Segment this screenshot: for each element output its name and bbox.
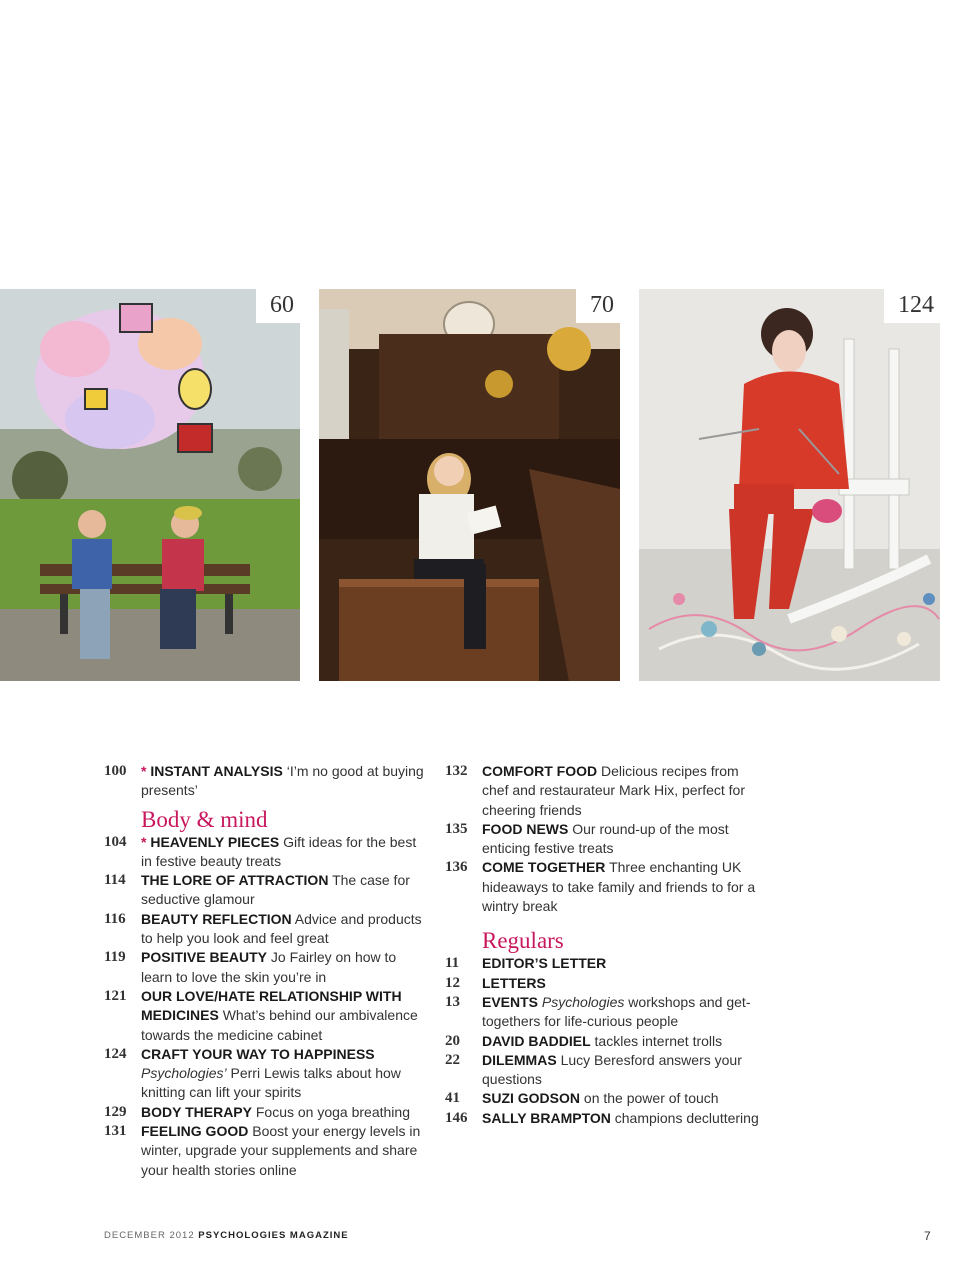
entry-title: THE LORE OF ATTRACTION <box>141 872 329 889</box>
entry-description: champions decluttering <box>614 1109 759 1126</box>
contents-entry[interactable] <box>445 1109 765 1128</box>
contents-entry[interactable] <box>445 993 765 1032</box>
page-number-badge: 70 <box>576 289 620 323</box>
entry-title: DILEMMAS <box>482 1051 557 1068</box>
entry-description: workshops and get-togethers for life-curious people <box>482 993 751 1030</box>
contents-entry[interactable] <box>104 1103 424 1122</box>
contents-entry[interactable] <box>445 1051 765 1090</box>
entry-title: FEELING GOOD <box>141 1123 249 1140</box>
entry-title: DAVID BADDIEL <box>482 1032 591 1049</box>
entry-description: Our round-up of the most enticing festive treats <box>482 820 729 857</box>
chapel-illustration <box>319 289 620 681</box>
contents-entry[interactable] <box>445 1032 765 1051</box>
entry-description: ‘I’m no good at buying presents’ <box>141 763 424 799</box>
contents-entry[interactable] <box>445 954 765 973</box>
entry-description: tackles internet trolls <box>594 1032 723 1049</box>
page-number-badge: 60 <box>256 289 300 323</box>
footer-date: DECEMBER 2012 <box>104 1230 195 1241</box>
star-icon: * <box>141 833 147 850</box>
entry-page-number: 131 <box>104 1123 127 1140</box>
contents-entry[interactable] <box>104 1122 424 1180</box>
contents-entry[interactable] <box>104 833 424 872</box>
entry-page-number: 11 <box>445 955 460 972</box>
entry-description: Advice and products to help you look and feel great <box>141 910 422 947</box>
entry-title: OUR LOVE/HATE RELATIONSHIP WITH MEDICINES <box>141 987 402 1024</box>
contents-right-column <box>445 762 765 1128</box>
contents-entry[interactable] <box>445 820 765 859</box>
photo-park-bench <box>0 289 300 681</box>
page-folio-number: 7 <box>924 1229 931 1243</box>
entry-page-number: 13 <box>445 993 460 1010</box>
entry-title: SALLY BRAMPTON <box>482 1109 611 1126</box>
entry-title: EDITOR’S LETTER <box>482 955 607 972</box>
section-title-body-mind: Body & mind <box>141 806 268 832</box>
entry-title: POSITIVE BEAUTY <box>141 949 268 966</box>
contents-entry[interactable] <box>104 871 424 910</box>
entry-page-number: 135 <box>445 820 468 837</box>
entry-description: Focus on yoga breathing <box>255 1103 410 1120</box>
contents-entry[interactable] <box>445 974 765 993</box>
entry-title: BEAUTY REFLECTION <box>141 910 292 927</box>
contents-entry[interactable] <box>445 858 765 916</box>
star-icon: * <box>141 763 147 779</box>
entry-italic-text: Psychologies <box>541 993 625 1010</box>
knitting-illustration <box>639 289 940 681</box>
contents-left-column <box>104 762 424 1180</box>
contents-entry[interactable] <box>104 1045 424 1103</box>
entry-title: COMFORT FOOD <box>482 763 598 779</box>
entry-description: Three enchanting UK hideaways to take family and friends to for a wintry break <box>482 859 756 915</box>
entry-title: HEAVENLY PIECES <box>150 833 280 850</box>
entry-title: INSTANT ANALYSIS <box>150 763 283 779</box>
entry-page-number: 124 <box>104 1045 127 1062</box>
entry-title: FOOD NEWS <box>482 820 569 837</box>
footer-magazine-name: PSYCHOLOGIES MAGAZINE <box>198 1230 349 1241</box>
entry-page-number: 146 <box>445 1109 468 1126</box>
entry-title: SUZI GODSON <box>482 1090 581 1107</box>
entry-page-number: 104 <box>104 833 127 850</box>
entry-page-number: 132 <box>445 763 468 779</box>
contents-entry[interactable] <box>445 1089 765 1108</box>
entry-description: Lucy Beresford answers your questions <box>482 1051 742 1088</box>
entry-page-number: 129 <box>104 1103 127 1120</box>
entry-title: BODY THERAPY <box>141 1103 252 1120</box>
photo-chapel-woman <box>319 289 620 681</box>
contents-entry[interactable] <box>445 762 765 820</box>
entry-description: Gift ideas for the best in festive beauty treats <box>141 833 417 869</box>
page-number-badge: 124 <box>884 289 940 323</box>
entry-page-number: 121 <box>104 987 127 1004</box>
entry-description: Boost your energy levels in winter, upgrade your supplements and share your health stories online <box>141 1123 421 1178</box>
entry-title: LETTERS <box>482 974 546 991</box>
section-title-regulars: Regulars <box>482 928 564 954</box>
contents-entry[interactable] <box>104 910 424 949</box>
contents-entry[interactable] <box>104 762 424 801</box>
entry-page-number: 20 <box>445 1032 460 1049</box>
entry-description: The case for seductive glamour <box>141 872 410 908</box>
contents-entry[interactable] <box>104 987 424 1045</box>
contents-entry[interactable] <box>104 948 424 987</box>
entry-page-number: 100 <box>104 763 127 779</box>
entry-page-number: 116 <box>104 910 126 927</box>
entry-page-number: 136 <box>445 859 468 876</box>
entry-page-number: 12 <box>445 974 460 991</box>
entry-page-number: 22 <box>445 1051 460 1068</box>
page-footer <box>104 1230 349 1241</box>
park-bench-illustration <box>0 289 300 681</box>
photo-knitting-woman <box>639 289 940 681</box>
entry-description: Jo Fairley on how to learn to love the skin you’re in <box>141 949 397 985</box>
entry-page-number: 41 <box>445 1090 460 1107</box>
entry-title: EVENTS <box>482 993 539 1010</box>
entry-page-number: 114 <box>104 872 126 889</box>
entry-page-number: 119 <box>104 949 126 966</box>
entry-title: COME TOGETHER <box>482 859 606 876</box>
entry-description: What’s behind our ambivalence towards the medicine cabinet <box>141 1007 418 1043</box>
entry-title: CRAFT YOUR WAY TO HAPPINESS <box>141 1045 375 1062</box>
entry-description: Delicious recipes from chef and restaurateur Mark Hix, perfect for cheering friends <box>482 763 745 818</box>
entry-description: on the power of touch <box>583 1090 719 1107</box>
entry-description: Perri Lewis talks about how knitting can lift your spirits <box>141 1065 401 1101</box>
entry-italic-text: Psychologies’ <box>141 1065 227 1082</box>
